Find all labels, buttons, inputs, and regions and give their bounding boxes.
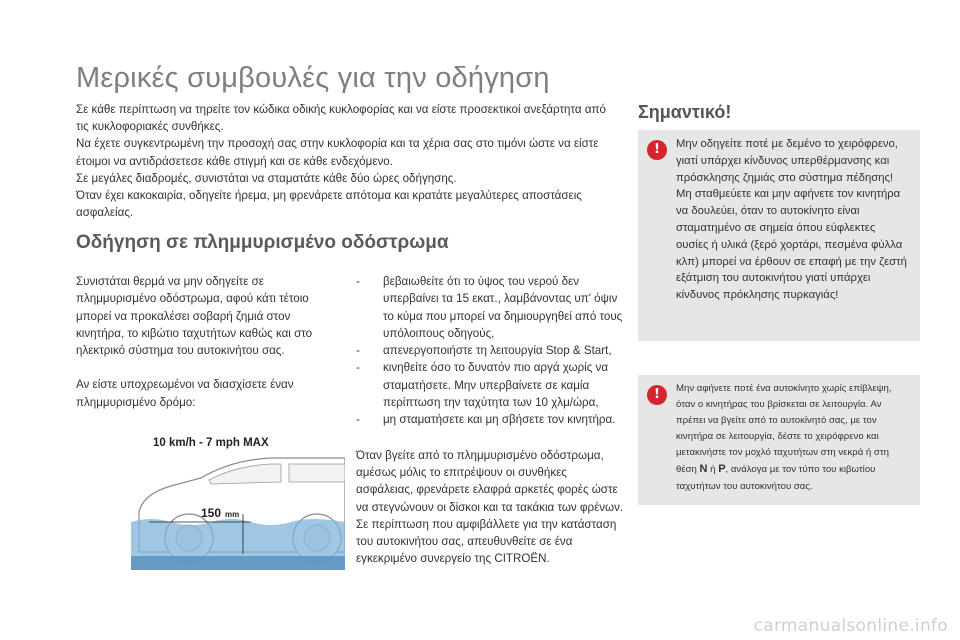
- speed-label: 10 km/h - 7 mph MAX: [153, 437, 269, 449]
- car-window: [289, 464, 345, 482]
- important-title: Σημαντικό!: [638, 102, 732, 122]
- list-item: - απενεργοποιήστε τη λειτουργία Stop & Start,: [356, 344, 612, 358]
- warning-text: Μην οδηγείτε ποτέ με δεμένο το χειρόφρενο, γιατί υπάρχει κίνδυνος υπερθέρμανσης και πρόσκλησης ζημιάς στο σύστημα πέδησης! Μη σταθμεύετε και μην αφήνετε τον κινητήρα να δουλεύει, όταν το αυτοκίνητο είναι σταματημένο σε σημεία όπου εύφλεκτες ουσίες ή υλικά (ξερό χορτάρι, πεσμένα φύλλα κλπ) μπορεί να έρθουν σε επαφή με την ζεστή εξάτμιση του αυτοκινήτου γιατί υπάρχει κίνδυνος πρόκλησης πυρκαγιάς!: [676, 138, 907, 302]
- warning-box-unattended: [638, 375, 920, 505]
- intro-paragraph: Σε κάθε περίπτωση να τηρείτε τον κώδικα οδικής κυκλοφορίας και να είστε προσεκτικοί ανεξάρτητα από τις κυκλοφοριακές συνθήκες.: [76, 103, 606, 134]
- after-flood-text: [356, 447, 626, 568]
- watermark: carmanualsonline.info: [753, 616, 948, 636]
- list-item: - μη σταματήσετε και μη σβήσετε τον κινητήρα.: [356, 413, 616, 427]
- warning-icon: !: [647, 140, 667, 160]
- road-surface: [131, 556, 345, 570]
- body-paragraph: Συνιστάται θερμά να μην οδηγείτε σε πλημμυρισμένο οδόστρωμα, αφού κάτι τέτοιο μπορεί να προκαλέσει σοβαρή ζημιά στον κινητήρα, το κιβώτιο ταχυτήτων καθώς και στο ηλεκτρικό σύστημα του αυτοκινήτου σας.: [76, 275, 313, 358]
- intro-text: [76, 101, 616, 221]
- page-title: Μερικές συμβουλές για την οδήγηση: [76, 62, 550, 94]
- warning-icon: !: [647, 385, 667, 405]
- flooded-road-right-column: [356, 273, 626, 568]
- depth-value: 150: [201, 506, 222, 520]
- intro-paragraph: Όταν έχει κακοκαιρία, οδηγείτε ήρεμα, μη φρενάρετε απότομα και κρατάτε μεγαλύτερες αποστάσεις ασφαλείας.: [76, 189, 582, 220]
- gear-n: N: [699, 463, 708, 476]
- warning-text: Μην αφήνετε ποτέ ένα αυτοκίνητο χωρίς επίβλεψη, όταν ο κινητήρας του βρίσκεται σε λειτουργία. Αν πρέπει να βγείτε από το αυτοκίνητό σας, με τον κινητήρα σε λειτουργία, δέστε το χειρόφρενο και μετακινήστε τον μοχλό ταχυτήτων στη νεκρά ή στη θέση N ή P, ανάλογα με τον τύπο του κιβωτίου ταχυτήτων του αυτοκινήτου σας.: [676, 383, 892, 492]
- list-item: - κινηθείτε όσο το δυνατόν πιο αργά χωρίς να σταματήσετε. Μην υπερβαίνετε σε καμία περίπτωση την ταχύτητα των 10 χλμ/ώρα,: [356, 361, 609, 410]
- depth-unit: mm: [225, 510, 240, 519]
- section-title: Οδήγηση σε πλημμυρισμένο οδόστρωμα: [76, 232, 449, 253]
- precaution-list: [356, 273, 626, 429]
- body-paragraph: Όταν βγείτε από το πλημμυρισμένο οδόστρωμα, αμέσως μόλις το επιτρέψουν οι συνθήκες ασφάλειας, φρενάρετε ελαφρά αρκετές φορές ώστε να στεγνώνουν οι δίσκοι και τα τακάκια των φρένων.: [356, 448, 624, 514]
- flooded-road-left-column: [76, 273, 336, 428]
- body-paragraph: Αν είστε υποχρεωμένοι να διασχίσετε έναν πλημμυρισμένο δρόμο:: [76, 378, 294, 409]
- intro-paragraph: Να έχετε συγκεντρωμένη την προσοχή σας στην κυκλοφορία και τα χέρια σας στο τιμόνι ώστε να είστε έτοιμοι να αντιδράσετεσε κάθε στιγμή και σε κάθε ενδεχόμενο.: [76, 137, 599, 168]
- body-paragraph: Σε περίπτωση που αμφιβάλλετε για την κατάσταση του αυτοκινήτου σας, απευθυνθείτε σε ένα εγκεκριμένο συνεργείο της CITROËN.: [356, 517, 617, 566]
- list-item: - βεβαιωθείτε ότι το ύψος του νερού δεν υπερβαίνει τα 15 εκατ., λαμβάνοντας υπ' όψιν το κύμα που μπορεί να δημιουργηθεί από τους υπόλοιπους οδηγούς,: [356, 275, 623, 340]
- flooded-car-illustration: [131, 434, 345, 570]
- warning-box-brakes: [638, 130, 920, 341]
- gear-p: P: [718, 463, 726, 476]
- intro-paragraph: Σε μεγάλες διαδρομές, συνιστάται να σταματάτε κάθε δύο ώρες οδήγησης.: [76, 171, 457, 185]
